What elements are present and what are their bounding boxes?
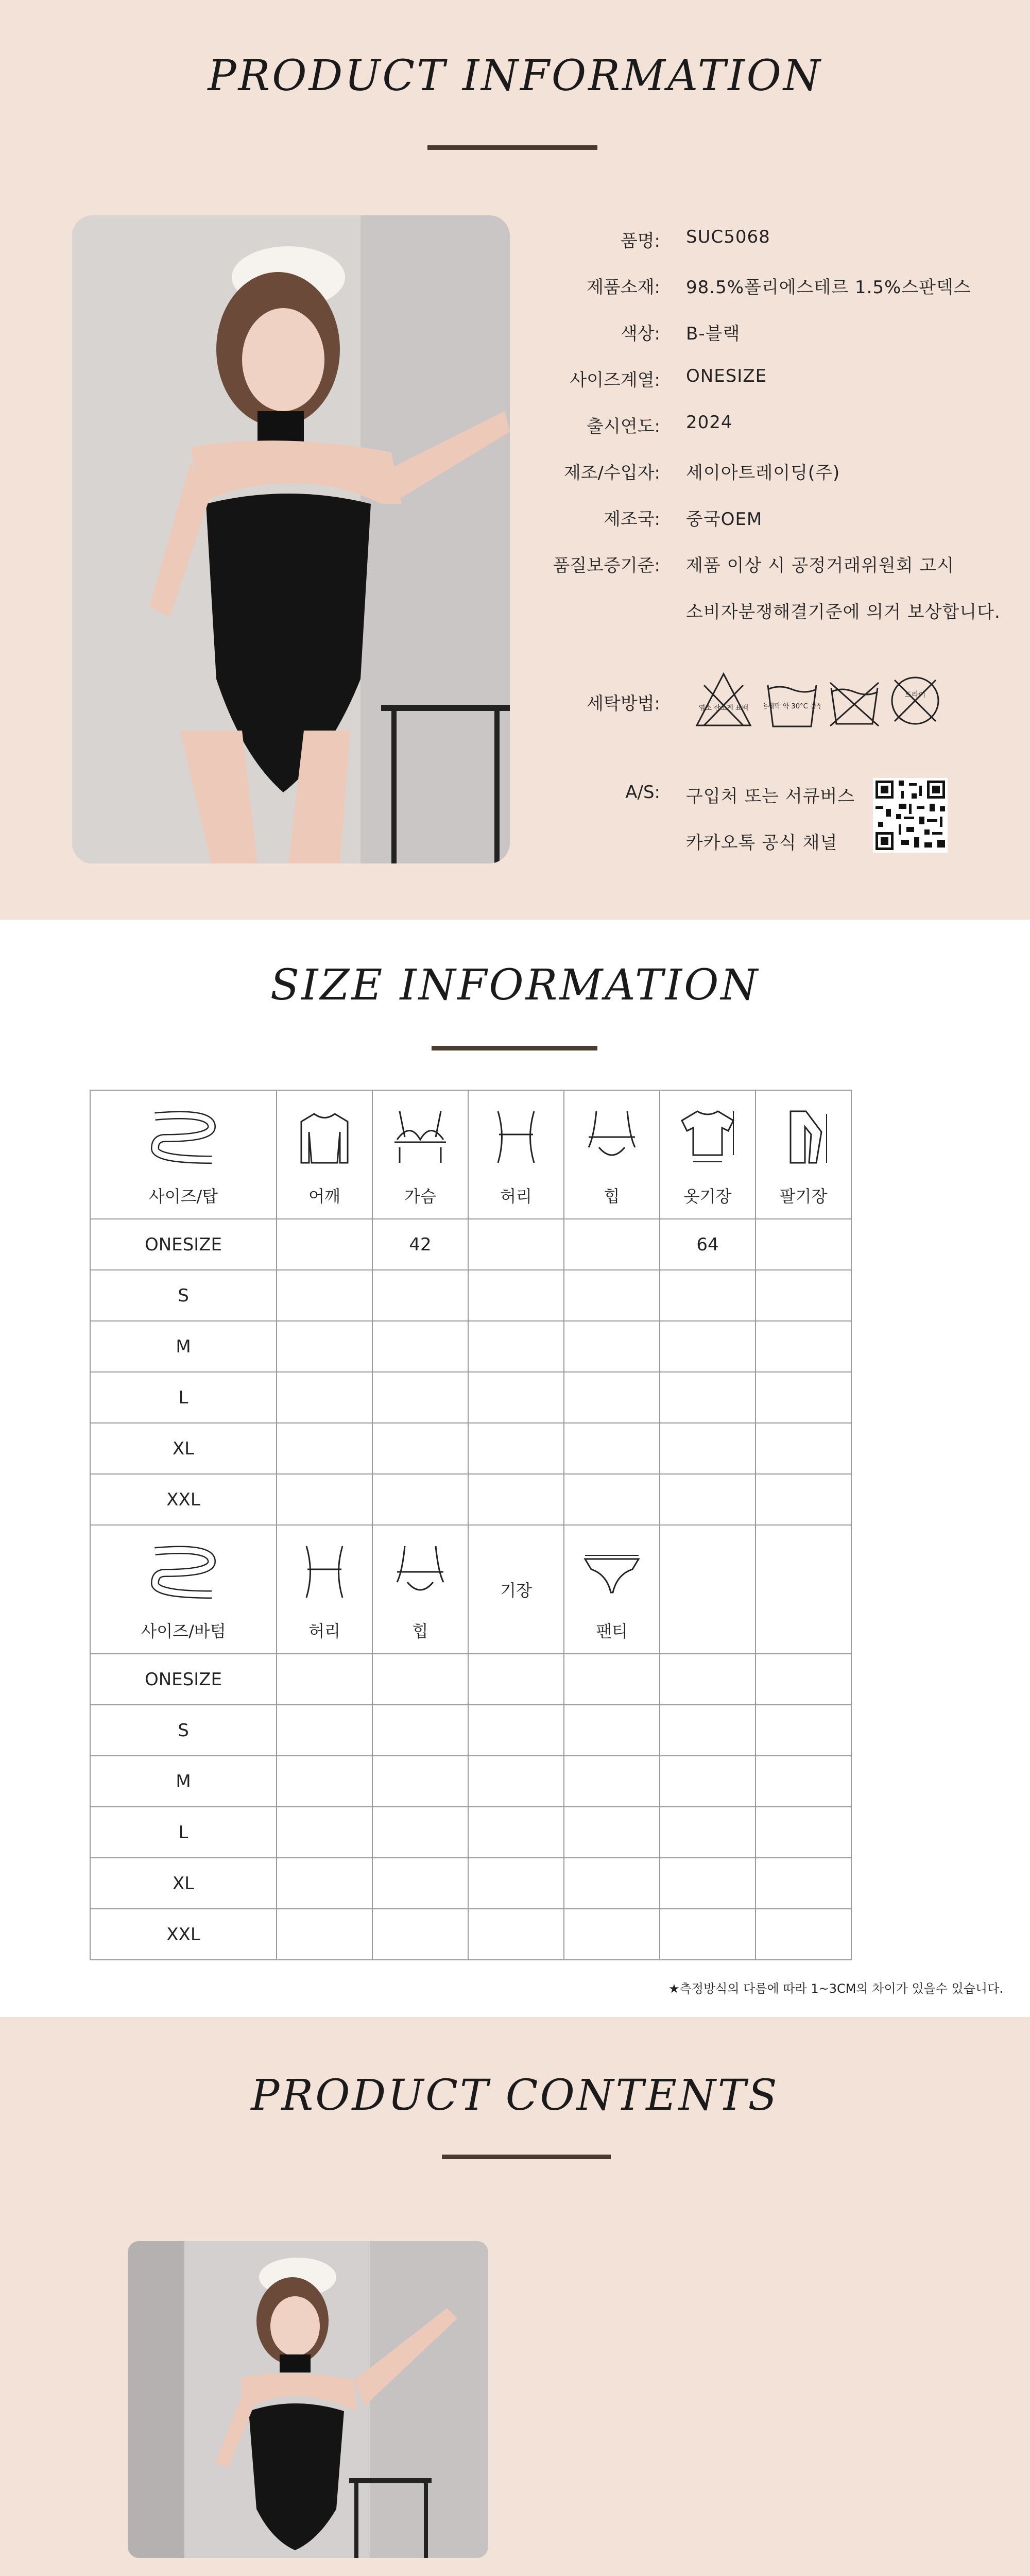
row-size-label: XL bbox=[90, 1423, 277, 1474]
column-label-panty: 팬티 bbox=[596, 1621, 628, 1641]
info-value-manufacturer: 세이아트레이딩(주) bbox=[686, 463, 840, 483]
column-label-waist: 허리 bbox=[500, 1187, 532, 1206]
sleeve-length-icon bbox=[775, 1106, 832, 1173]
svg-text:염소 산소계 표백: 염소 산소계 표백 bbox=[698, 704, 749, 712]
column-header-waist bbox=[468, 1090, 564, 1219]
table-cell bbox=[372, 1654, 468, 1705]
svg-text:손세탁 약 30°C 중성: 손세탁 약 30°C 중성 bbox=[764, 703, 820, 710]
hip-icon bbox=[392, 1541, 449, 1607]
table-cell bbox=[468, 1219, 564, 1270]
table-cell bbox=[372, 1321, 468, 1372]
info-label-washing: 세탁방법: bbox=[587, 693, 660, 714]
table-cell bbox=[660, 1654, 756, 1705]
table-cell bbox=[564, 1372, 660, 1423]
table-cell bbox=[756, 1474, 851, 1525]
product-info-section bbox=[0, 0, 1030, 920]
info-value-origin: 중국OEM bbox=[686, 509, 763, 530]
info-value-color: B-블랙 bbox=[686, 324, 741, 344]
table-cell bbox=[756, 1654, 851, 1705]
table-cell bbox=[372, 1807, 468, 1858]
info-label-as: A/S: bbox=[625, 782, 660, 803]
table-cell bbox=[756, 1705, 851, 1756]
table-cell: 42 bbox=[372, 1219, 468, 1270]
table-cell bbox=[277, 1219, 372, 1270]
table-cell bbox=[277, 1858, 372, 1909]
column-label-waist: 허리 bbox=[308, 1621, 340, 1641]
table-cell bbox=[468, 1756, 564, 1807]
table-row bbox=[90, 1756, 851, 1807]
column-header-empty bbox=[756, 1525, 851, 1654]
hand-wash-icon bbox=[764, 670, 820, 734]
shoulder-icon bbox=[296, 1106, 353, 1173]
size-header-bottom-label: 사이즈/바텀 bbox=[141, 1621, 226, 1641]
measuring-tape-icon bbox=[145, 1106, 222, 1178]
svg-text:드라이: 드라이 bbox=[904, 691, 926, 699]
table-cell bbox=[468, 1705, 564, 1756]
info-label-material: 제품소재: bbox=[587, 277, 660, 298]
size-header-top bbox=[90, 1090, 277, 1219]
table-cell bbox=[372, 1705, 468, 1756]
table-cell bbox=[372, 1909, 468, 1960]
title-underline bbox=[432, 1046, 597, 1050]
table-cell bbox=[372, 1372, 468, 1423]
product-photo bbox=[72, 215, 510, 863]
table-cell bbox=[372, 1756, 468, 1807]
table-cell: 64 bbox=[660, 1219, 756, 1270]
table-row bbox=[90, 1705, 851, 1756]
table-cell bbox=[564, 1705, 660, 1756]
info-value-warranty-2: 소비자분쟁해결기준에 의거 보상합니다. bbox=[686, 602, 1001, 622]
table-row bbox=[90, 1909, 851, 1960]
info-value-as-1: 구입처 또는 서큐버스 bbox=[686, 786, 855, 807]
row-size-label: S bbox=[90, 1270, 277, 1321]
contents-photo bbox=[128, 2241, 488, 2558]
row-size-label: XXL bbox=[90, 1909, 277, 1960]
table-cell bbox=[660, 1423, 756, 1474]
table-cell bbox=[756, 1270, 851, 1321]
table-row bbox=[90, 1372, 851, 1423]
hip-icon bbox=[583, 1106, 640, 1173]
table-cell bbox=[564, 1756, 660, 1807]
table-cell bbox=[564, 1858, 660, 1909]
table-cell bbox=[660, 1474, 756, 1525]
column-label-bust: 가슴 bbox=[404, 1187, 436, 1206]
table-row bbox=[90, 1423, 851, 1474]
table-cell bbox=[660, 1858, 756, 1909]
info-value-material: 98.5%폴리에스테르 1.5%스판덱스 bbox=[686, 277, 971, 298]
column-header-garment-length bbox=[660, 1090, 756, 1219]
column-header-length bbox=[468, 1525, 564, 1654]
table-cell bbox=[277, 1654, 372, 1705]
size-info-title: SIZE INFORMATION bbox=[270, 961, 760, 1010]
column-label-shoulder: 어깨 bbox=[308, 1187, 340, 1206]
waist-icon bbox=[488, 1106, 544, 1173]
info-label-color: 색상: bbox=[620, 324, 660, 344]
row-size-label: L bbox=[90, 1807, 277, 1858]
info-label-warranty: 품질보증기준: bbox=[553, 555, 660, 576]
row-size-label: XXL bbox=[90, 1474, 277, 1525]
size-table bbox=[90, 1090, 852, 1960]
kakao-qr-code[interactable] bbox=[873, 778, 948, 853]
table-cell bbox=[372, 1270, 468, 1321]
table-cell bbox=[468, 1474, 564, 1525]
table-cell bbox=[468, 1807, 564, 1858]
table-cell bbox=[756, 1756, 851, 1807]
table-row bbox=[90, 1474, 851, 1525]
column-header-hip bbox=[372, 1525, 468, 1654]
product-contents-title: PRODUCT CONTENTS bbox=[251, 2071, 779, 2120]
column-label-length: 기장 bbox=[500, 1581, 532, 1600]
table-cell bbox=[564, 1654, 660, 1705]
no-tumble-dry-icon bbox=[826, 672, 883, 731]
row-size-label: ONESIZE bbox=[90, 1219, 277, 1270]
title-underline bbox=[427, 145, 597, 150]
column-label-hip: 힙 bbox=[604, 1187, 620, 1206]
title-underline bbox=[442, 2155, 611, 2159]
table-cell bbox=[756, 1423, 851, 1474]
info-value-as-2: 카카오톡 공식 채널 bbox=[686, 833, 838, 853]
column-header-shoulder bbox=[277, 1090, 372, 1219]
row-size-label: ONESIZE bbox=[90, 1654, 277, 1705]
table-cell bbox=[564, 1423, 660, 1474]
table-cell bbox=[468, 1270, 564, 1321]
table-cell bbox=[660, 1756, 756, 1807]
info-value-warranty: 제품 이상 시 공정거래위원회 고시 bbox=[686, 555, 955, 576]
table-cell bbox=[277, 1756, 372, 1807]
table-row bbox=[90, 1219, 851, 1270]
table-cell bbox=[277, 1705, 372, 1756]
row-size-label: M bbox=[90, 1756, 277, 1807]
info-value-year: 2024 bbox=[686, 412, 733, 433]
table-row bbox=[90, 1858, 851, 1909]
table-cell bbox=[372, 1474, 468, 1525]
table-cell bbox=[564, 1219, 660, 1270]
size-info-section bbox=[0, 920, 1030, 2017]
column-header-empty bbox=[660, 1525, 756, 1654]
table-cell bbox=[277, 1321, 372, 1372]
table-cell bbox=[756, 1807, 851, 1858]
table-row bbox=[90, 1654, 851, 1705]
table-cell bbox=[756, 1909, 851, 1960]
info-label-size: 사이즈계열: bbox=[570, 370, 660, 391]
table-cell bbox=[564, 1807, 660, 1858]
table-cell bbox=[468, 1372, 564, 1423]
table-cell bbox=[468, 1654, 564, 1705]
info-label-origin: 제조국: bbox=[604, 509, 660, 530]
table-cell bbox=[277, 1909, 372, 1960]
table-row bbox=[90, 1270, 851, 1321]
column-header-panty bbox=[564, 1525, 660, 1654]
table-cell bbox=[372, 1423, 468, 1474]
table-cell bbox=[660, 1270, 756, 1321]
bust-icon bbox=[389, 1106, 451, 1173]
table-cell bbox=[277, 1423, 372, 1474]
panty-icon bbox=[581, 1551, 643, 1602]
table-cell bbox=[277, 1474, 372, 1525]
measuring-tape-icon bbox=[145, 1541, 222, 1613]
info-label-year: 출시연도: bbox=[587, 416, 660, 437]
info-value-size: ONESIZE bbox=[686, 366, 767, 386]
table-cell bbox=[756, 1372, 851, 1423]
row-size-label: M bbox=[90, 1321, 277, 1372]
column-label-sleeve-length: 팔기장 bbox=[779, 1187, 828, 1206]
table-cell bbox=[277, 1807, 372, 1858]
column-header-bust bbox=[372, 1090, 468, 1219]
table-cell bbox=[756, 1858, 851, 1909]
no-bleach-icon bbox=[693, 670, 754, 734]
table-cell bbox=[468, 1321, 564, 1372]
product-info-title: PRODUCT INFORMATION bbox=[208, 52, 822, 100]
table-cell bbox=[660, 1807, 756, 1858]
table-cell bbox=[756, 1321, 851, 1372]
table-row bbox=[90, 1807, 851, 1858]
size-header-top-label: 사이즈/탑 bbox=[148, 1187, 218, 1206]
table-cell bbox=[564, 1270, 660, 1321]
table-cell bbox=[660, 1705, 756, 1756]
table-cell bbox=[660, 1372, 756, 1423]
table-cell bbox=[277, 1372, 372, 1423]
row-size-label: XL bbox=[90, 1858, 277, 1909]
column-header-hip bbox=[564, 1090, 660, 1219]
table-cell bbox=[277, 1270, 372, 1321]
table-cell bbox=[564, 1321, 660, 1372]
measurement-note: ★측정방식의 다름에 따라 1~3CM의 차이가 있을수 있습니다. bbox=[668, 1981, 1003, 1996]
table-cell bbox=[372, 1858, 468, 1909]
info-value-name: SUC5068 bbox=[686, 227, 770, 247]
table-cell bbox=[660, 1321, 756, 1372]
info-label-name: 품명: bbox=[620, 231, 660, 251]
waist-icon bbox=[296, 1541, 353, 1607]
column-header-waist bbox=[277, 1525, 372, 1654]
row-size-label: L bbox=[90, 1372, 277, 1423]
size-header-bottom bbox=[90, 1525, 277, 1654]
table-row bbox=[90, 1321, 851, 1372]
table-cell bbox=[564, 1474, 660, 1525]
table-cell bbox=[468, 1909, 564, 1960]
table-cell bbox=[468, 1858, 564, 1909]
table-cell bbox=[468, 1423, 564, 1474]
product-contents-section bbox=[0, 2017, 1030, 2576]
row-size-label: S bbox=[90, 1705, 277, 1756]
table-cell bbox=[660, 1909, 756, 1960]
table-cell bbox=[756, 1219, 851, 1270]
column-label-hip: 힙 bbox=[412, 1621, 428, 1641]
no-dry-clean-icon bbox=[887, 672, 943, 731]
column-header-sleeve-length bbox=[756, 1090, 851, 1219]
info-label-manufacturer: 제조/수입자: bbox=[563, 463, 660, 483]
column-label-garment-length: 옷기장 bbox=[683, 1187, 732, 1206]
table-cell bbox=[564, 1909, 660, 1960]
garment-length-icon bbox=[677, 1106, 739, 1173]
